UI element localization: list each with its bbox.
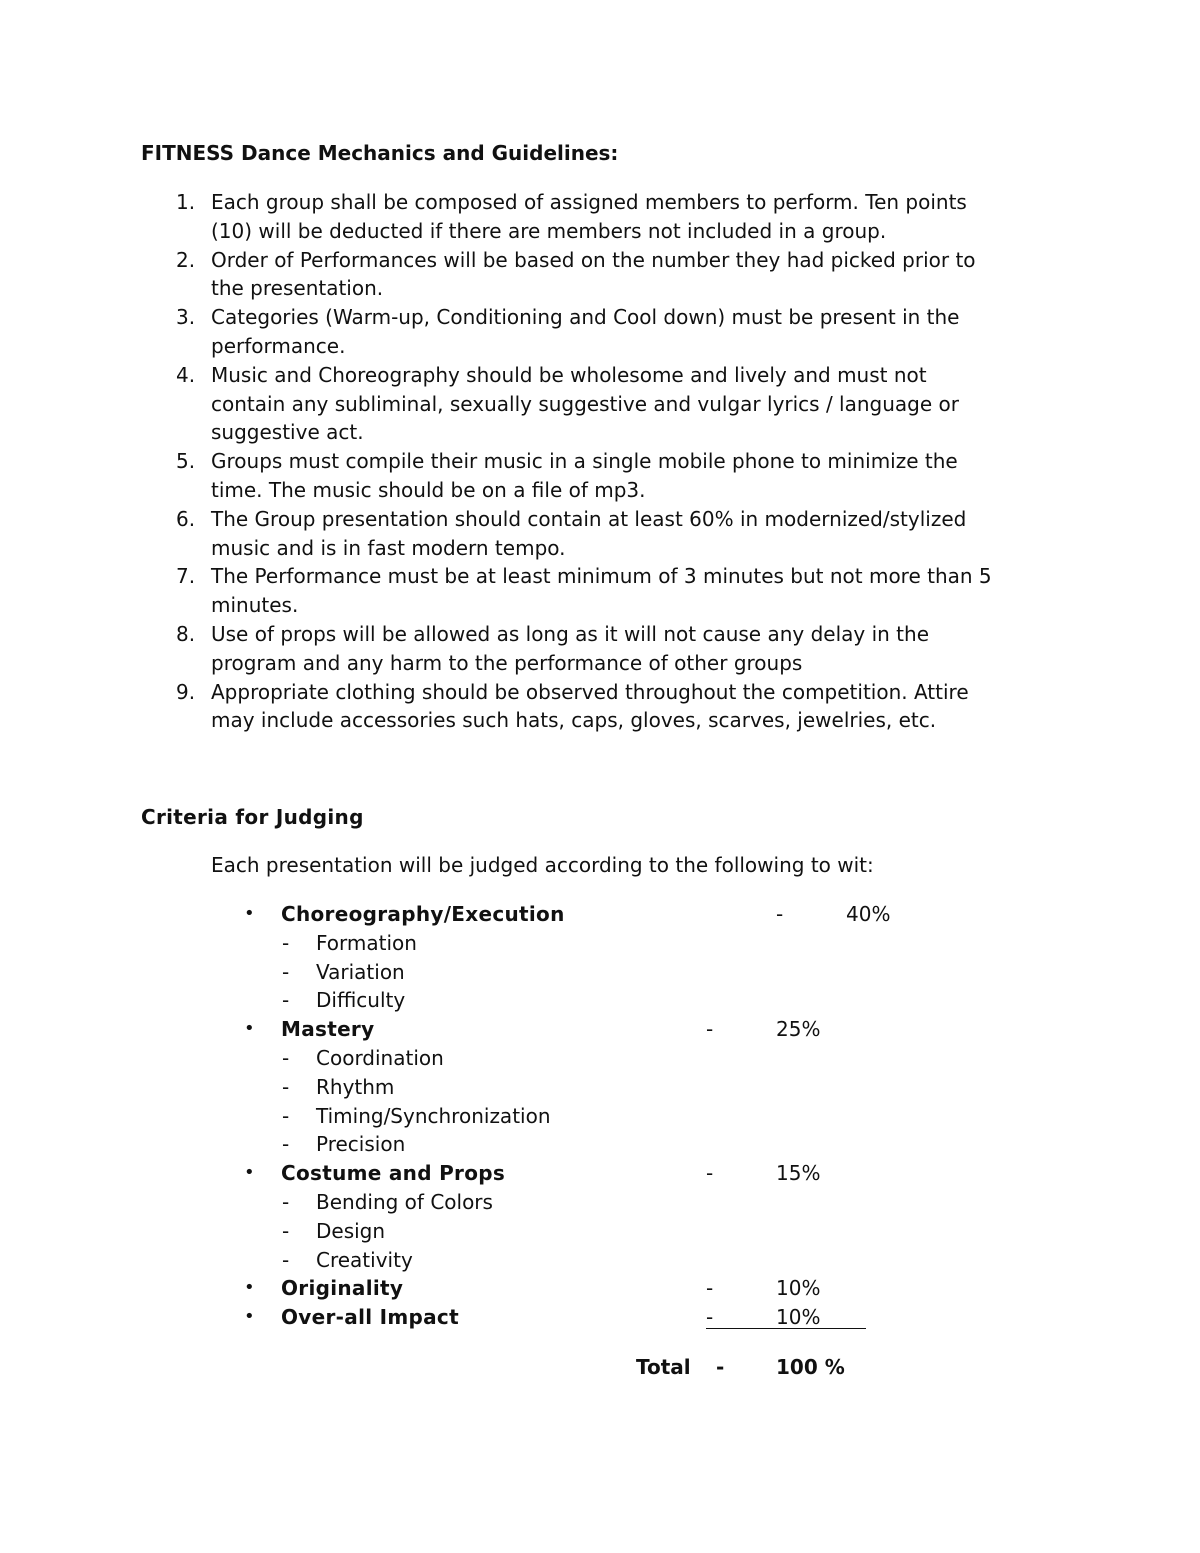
- sub-dash: -: [282, 1218, 290, 1243]
- guideline-item: [0, 447, 1071, 505]
- sub-criterion-name: Formation: [316, 930, 417, 955]
- criterion-dash: -: [706, 1161, 714, 1186]
- guideline-number: 5.: [176, 449, 196, 474]
- criterion-name: Mastery: [281, 1017, 375, 1042]
- criterion-percent: 10%: [776, 1305, 821, 1330]
- guideline-line: The Performance must be at least minimum of 3 minutes but not more than 5: [211, 564, 992, 589]
- guideline-line: Order of Performances will be based on the number they had picked prior to: [211, 247, 976, 272]
- total-row: [0, 1352, 1200, 1382]
- guideline-line: performance.: [211, 333, 346, 358]
- guideline-line: minutes.: [211, 593, 299, 618]
- guideline-item: [0, 562, 1071, 620]
- sub-criterion-row: [0, 958, 1200, 987]
- sub-criterion-name: Timing/Synchronization: [316, 1103, 551, 1128]
- sub-criterion-row: [0, 1073, 1200, 1102]
- guideline-line: the presentation.: [211, 276, 384, 301]
- criterion-percent: 15%: [776, 1161, 821, 1186]
- criterion-dash: -: [706, 1017, 714, 1042]
- bullet-icon: •: [244, 903, 255, 924]
- guideline-line: Groups must compile their music in a single mobile phone to minimize the: [211, 449, 958, 474]
- criterion-row: [0, 1159, 1200, 1188]
- total-underline: [706, 1328, 866, 1329]
- bullet-icon: •: [244, 1306, 255, 1328]
- sub-criterion-row: [0, 1102, 1200, 1131]
- criterion-dash: -: [706, 1305, 714, 1330]
- guidelines-list: [0, 188, 1200, 735]
- sub-dash: -: [282, 1103, 290, 1128]
- sub-criterion-name: Precision: [316, 1132, 406, 1157]
- guideline-number: 7.: [176, 564, 196, 589]
- sub-criterion-row: [0, 1188, 1200, 1217]
- criterion-name: Originality: [281, 1276, 404, 1301]
- guideline-item: [0, 303, 1071, 361]
- criterion-name: Over-all Impact: [281, 1305, 459, 1330]
- sub-dash: -: [282, 1132, 290, 1157]
- bullet-icon: •: [244, 1277, 255, 1299]
- guideline-line: time. The music should be on a file of mp3.: [211, 477, 646, 502]
- sub-dash: -: [282, 1247, 290, 1272]
- sub-criterion-name: Bending of Colors: [316, 1189, 493, 1214]
- guideline-item: [0, 505, 1071, 563]
- total-value: 100 %: [776, 1355, 845, 1379]
- criterion-dash: -: [776, 902, 784, 926]
- guideline-line: The Group presentation should contain at least 60% in modernized/stylized: [211, 506, 967, 531]
- guideline-line: may include accessories such hats, caps, gloves, scarves, jewelries, etc.: [211, 708, 937, 733]
- sub-dash: -: [282, 1189, 290, 1214]
- sub-criterion-name: Difficulty: [316, 988, 406, 1013]
- sub-criterion-name: Design: [316, 1218, 386, 1243]
- bullet-icon: •: [244, 1162, 255, 1184]
- total-label: Total: [636, 1355, 691, 1379]
- criterion-name: Costume and Props: [281, 1161, 506, 1186]
- sub-criterion-name: Variation: [316, 959, 405, 984]
- guideline-line: music and is in fast modern tempo.: [211, 535, 566, 560]
- guideline-item: [0, 678, 1071, 736]
- criterion-name: Choreography/Execution: [281, 902, 565, 926]
- sub-criterion-name: Coordination: [316, 1045, 444, 1070]
- criterion-dash: -: [706, 1276, 714, 1301]
- guideline-number: 8.: [176, 621, 196, 646]
- guideline-line: Categories (Warm-up, Conditioning and Cool down) must be present in the: [211, 305, 960, 330]
- criterion-percent: 40%: [846, 902, 891, 926]
- guideline-number: 6.: [176, 506, 196, 531]
- criterion-row: [0, 1274, 1200, 1303]
- sub-dash: -: [282, 988, 290, 1013]
- sub-dash: -: [282, 1045, 290, 1070]
- guideline-line: program and any harm to the performance of other groups: [211, 650, 803, 675]
- guideline-number: 2.: [176, 247, 196, 272]
- guideline-item: [0, 188, 1071, 246]
- criterion-row: [0, 900, 1200, 929]
- document-title: FITNESS Dance Mechanics and Guidelines:: [141, 141, 619, 165]
- guideline-item: [0, 361, 1071, 447]
- sub-dash: -: [282, 1074, 290, 1099]
- sub-criterion-row: [0, 1246, 1200, 1275]
- guideline-item: [0, 246, 1071, 304]
- sub-criterion-row: [0, 986, 1200, 1015]
- criterion-row: [0, 1303, 1200, 1332]
- sub-dash: -: [282, 930, 290, 955]
- sub-criterion-row: [0, 929, 1200, 958]
- sub-criterion-row: [0, 1044, 1200, 1073]
- bullet-icon: •: [244, 1018, 255, 1040]
- total-dash: -: [716, 1355, 725, 1379]
- guideline-number: 4.: [176, 362, 196, 387]
- guideline-number: 1.: [176, 190, 196, 214]
- guideline-line: Use of props will be allowed as long as it will not cause any delay in the: [211, 621, 929, 646]
- guideline-line: Each group shall be composed of assigned members to perform. Ten points: [211, 190, 967, 214]
- guideline-item: [0, 620, 1071, 678]
- criterion-row: [0, 1015, 1200, 1044]
- guideline-line: Appropriate clothing should be observed throughout the competition. Attire: [211, 679, 969, 704]
- sub-dash: -: [282, 959, 290, 984]
- sub-criterion-row: [0, 1130, 1200, 1159]
- criterion-percent: 10%: [776, 1276, 821, 1301]
- guideline-number: 3.: [176, 305, 196, 330]
- guideline-line: (10) will be deducted if there are members not included in a group.: [211, 218, 887, 243]
- guideline-line: Music and Choreography should be wholesome and lively and must not: [211, 362, 927, 387]
- guideline-line: contain any subliminal, sexually suggestive and vulgar lyrics / language or: [211, 391, 959, 416]
- criteria-list: [0, 900, 1200, 1332]
- sub-criterion-name: Rhythm: [316, 1074, 395, 1099]
- guideline-number: 9.: [176, 679, 196, 704]
- guideline-line: suggestive act.: [211, 420, 364, 445]
- criteria-heading: Criteria for Judging: [141, 805, 364, 829]
- criterion-percent: 25%: [776, 1017, 821, 1042]
- criteria-intro: Each presentation will be judged according to the following to wit:: [211, 853, 874, 877]
- sub-criterion-name: Creativity: [316, 1247, 413, 1272]
- sub-criterion-row: [0, 1217, 1200, 1246]
